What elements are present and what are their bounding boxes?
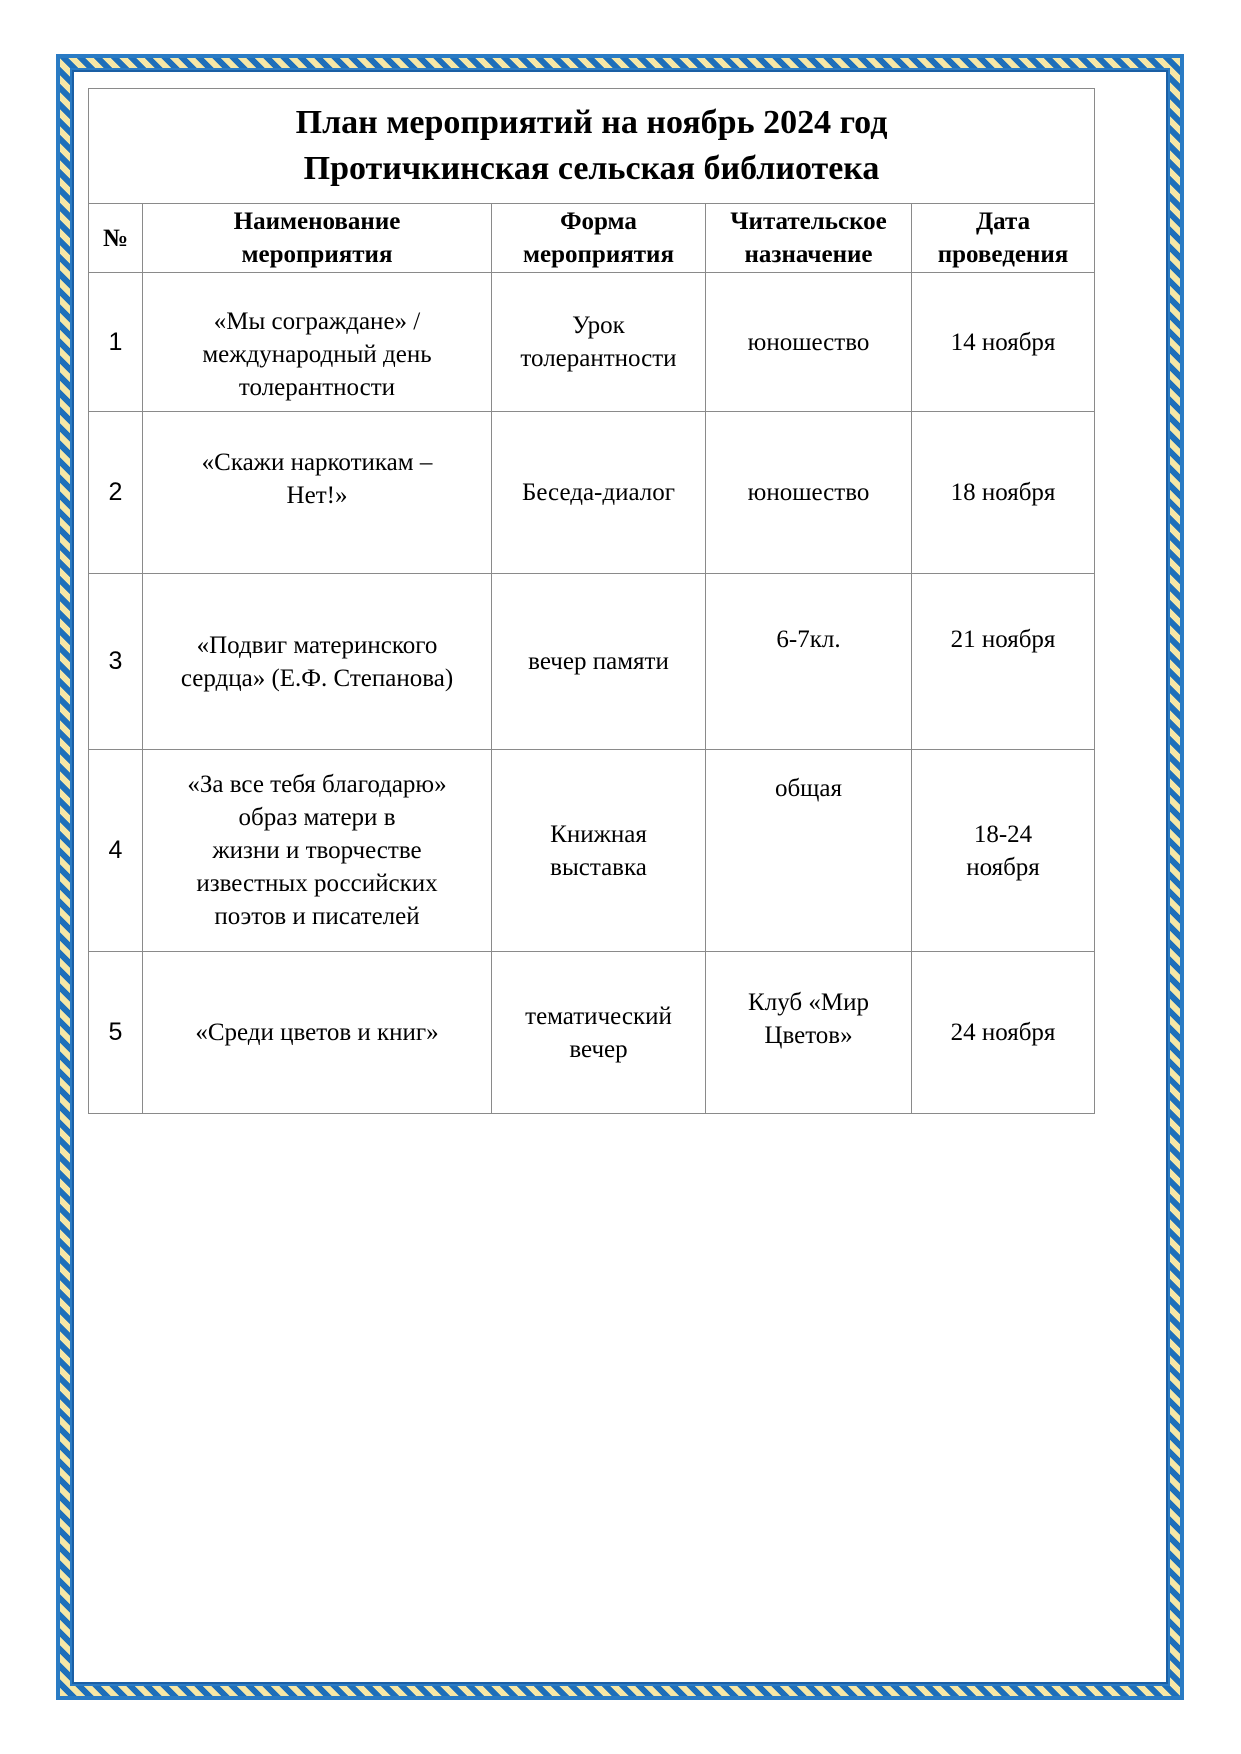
table-row xyxy=(89,574,1095,750)
row-number: 4 xyxy=(89,750,143,952)
event-date-cell: 14 ноября xyxy=(912,273,1095,412)
event-form-cell: вечер памяти xyxy=(492,574,706,750)
row-number: 3 xyxy=(89,574,143,750)
page-title: План мероприятий на ноябрь 2024 год xyxy=(295,104,888,141)
table-header-row xyxy=(89,204,1095,273)
table-row xyxy=(89,412,1095,574)
event-audience-cell: Клуб «Мир Цветов» xyxy=(706,952,912,1114)
table-title-cell xyxy=(89,89,1095,204)
events-plan-table xyxy=(88,88,1095,1114)
event-form-cell: Урок толерантности xyxy=(492,273,706,412)
table-row xyxy=(89,952,1095,1114)
header-date: Дата проведения xyxy=(912,204,1095,273)
event-date-cell: 18 ноября xyxy=(912,412,1095,574)
event-name-cell: «Скажи наркотикам – Нет!» xyxy=(143,412,492,574)
row-number: 1 xyxy=(89,273,143,412)
event-form-cell: Книжная выставка xyxy=(492,750,706,952)
table-row xyxy=(89,750,1095,952)
event-name-cell: «Среди цветов и книг» xyxy=(143,952,492,1114)
row-number: 2 xyxy=(89,412,143,574)
event-name-cell: «Подвиг материнского сердца» (Е.Ф. Степанова) xyxy=(143,574,492,750)
event-name-cell: «За все тебя благодарю» образ матери в жизни и творчестве известных российских поэтов и писателей xyxy=(143,750,492,952)
event-name-cell: «Мы сограждане» / международный день толерантности xyxy=(143,273,492,412)
event-date-cell: 21 ноября xyxy=(912,574,1095,750)
row-number: 5 xyxy=(89,952,143,1114)
event-audience-cell: общая xyxy=(706,750,912,952)
event-date-cell: 18-24 ноября xyxy=(912,750,1095,952)
event-audience-cell: юношество xyxy=(706,412,912,574)
event-audience-cell: 6-7кл. xyxy=(706,574,912,750)
header-form: Форма мероприятия xyxy=(492,204,706,273)
page-subtitle: Протичкинская сельская библиотека xyxy=(303,150,880,187)
header-num: № xyxy=(89,204,143,273)
table-row xyxy=(89,273,1095,412)
event-date-cell: 24 ноября xyxy=(912,952,1095,1114)
event-audience-cell: юношество xyxy=(706,273,912,412)
header-name: Наименование мероприятия xyxy=(143,204,492,273)
header-audience: Читательское назначение xyxy=(706,204,912,273)
event-form-cell: тематический вечер xyxy=(492,952,706,1114)
event-form-cell: Беседа-диалог xyxy=(492,412,706,574)
